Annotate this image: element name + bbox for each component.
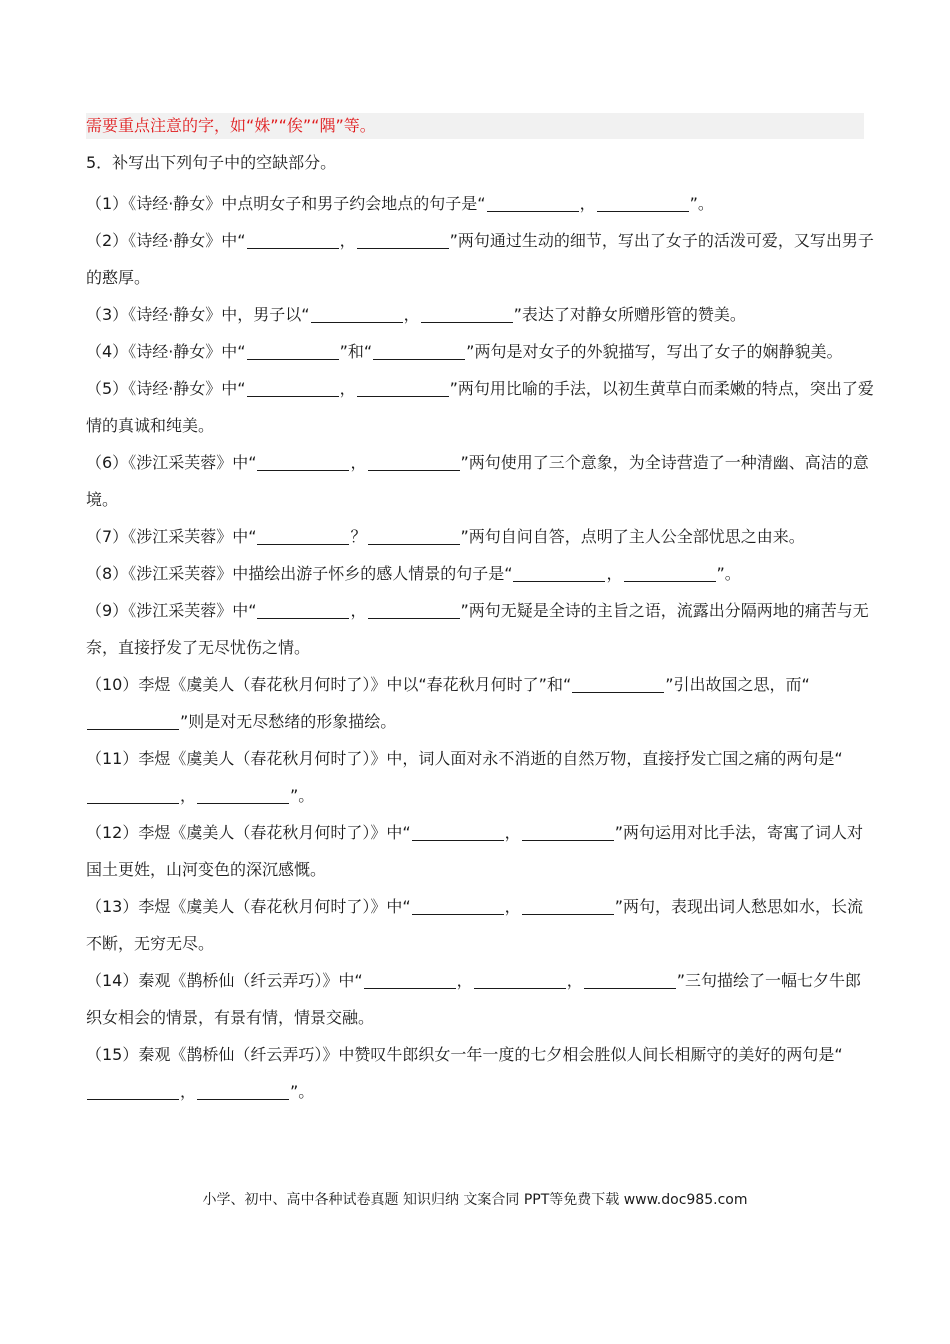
item-text: 《诗经·静女》中“ — [128, 379, 246, 398]
item-text: ， — [339, 231, 356, 250]
answer-blank[interactable] — [474, 970, 566, 989]
item-number: （10） — [86, 675, 139, 694]
answer-blank[interactable] — [247, 341, 339, 360]
answer-blank[interactable] — [257, 600, 349, 619]
item-text: 《涉江采芙蓉》中“ — [128, 601, 257, 620]
answer-blank[interactable] — [487, 193, 579, 212]
item-text: ”两句使用了三个意象，为全诗营造了一种清幽、高洁的意境。 — [86, 453, 869, 509]
item-text: ”和“ — [339, 342, 373, 361]
item-number: （3） — [86, 305, 129, 324]
answer-blank[interactable] — [368, 452, 460, 471]
answer-blank[interactable] — [522, 822, 614, 841]
answer-blank[interactable] — [364, 970, 456, 989]
answer-blank[interactable] — [513, 563, 605, 582]
item-text: ”。 — [290, 786, 315, 805]
question-item — [86, 518, 876, 555]
highlighted-note: 需要重点注意的字，如“姝”“俟”“隅”等。 — [86, 113, 864, 139]
item-text: ？ — [350, 527, 367, 546]
item-number: （14） — [86, 971, 139, 990]
question-items — [86, 185, 876, 1110]
item-number: （12） — [86, 823, 139, 842]
item-text: ”三句描绘了一幅七夕牛郎织女相会的情景，有景有情，情景交融。 — [86, 971, 861, 1027]
item-text: ”两句是对女子的外貌描写，写出了女子的娴静貌美。 — [466, 342, 843, 361]
item-text: ”两句用比喻的手法，以初生黄草白而柔嫩的特点，突出了爱情的真诚和纯美。 — [86, 379, 874, 435]
item-number: （13） — [86, 897, 139, 916]
question-item — [86, 740, 876, 814]
item-text: 《诗经·静女》中，男子以“ — [128, 305, 310, 324]
answer-blank[interactable] — [412, 896, 504, 915]
answer-blank[interactable] — [597, 193, 689, 212]
question-item — [86, 888, 876, 962]
question-item — [86, 370, 876, 444]
item-text: ， — [403, 305, 420, 324]
answer-blank[interactable] — [257, 526, 349, 545]
item-text: 李煜《虞美人（春花秋月何时了）》中，词人面对永不消逝的自然万物，直接抒发亡国之痛的两句是“ — [138, 749, 843, 768]
item-text: ”。 — [290, 1082, 315, 1101]
answer-blank[interactable] — [368, 526, 460, 545]
answer-blank[interactable] — [421, 304, 513, 323]
question-item — [86, 1036, 876, 1110]
answer-blank[interactable] — [357, 230, 449, 249]
answer-blank[interactable] — [412, 822, 504, 841]
item-text: 秦观《鹊桥仙（纤云弄巧）》中“ — [138, 971, 363, 990]
item-text: ”。 — [689, 194, 714, 213]
answer-blank[interactable] — [197, 785, 289, 804]
item-number: （1） — [86, 194, 129, 213]
item-text: ， — [350, 453, 367, 472]
answer-blank[interactable] — [87, 1081, 179, 1100]
item-text: ”两句通过生动的细节，写出了女子的活泼可爱，又写出男子的憨厚。 — [86, 231, 874, 287]
question-item — [86, 222, 876, 296]
answer-blank[interactable] — [522, 896, 614, 915]
item-text: 《涉江采芙蓉》中“ — [128, 453, 257, 472]
question-item — [86, 296, 876, 333]
item-text: ”引出故国之思，而“ — [665, 675, 810, 694]
answer-blank[interactable] — [311, 304, 403, 323]
answer-blank[interactable] — [584, 970, 676, 989]
item-text: ， — [456, 971, 473, 990]
item-number: （2） — [86, 231, 129, 250]
item-number: （5） — [86, 379, 129, 398]
answer-blank[interactable] — [87, 785, 179, 804]
item-text: ”两句，表现出词人愁思如水，长流不断，无穷无尽。 — [86, 897, 863, 953]
item-text: 秦观《鹊桥仙（纤云弄巧）》中赞叹牛郎织女一年一度的七夕相会胜似人间长相厮守的美好的两句是“ — [138, 1045, 843, 1064]
item-text: 《诗经·静女》中“ — [128, 231, 246, 250]
answer-blank[interactable] — [357, 378, 449, 397]
item-number: （6） — [86, 453, 129, 472]
item-text: ”两句运用对比手法，寄寓了词人对国土更姓，山河变色的深沉感慨。 — [86, 823, 863, 879]
item-text: ， — [180, 786, 197, 805]
item-number: （4） — [86, 342, 129, 361]
item-text: 李煜《虞美人（春花秋月何时了）》中“ — [138, 897, 411, 916]
question-item — [86, 666, 876, 740]
item-number: （7） — [86, 527, 129, 546]
item-text: ， — [566, 971, 583, 990]
answer-blank[interactable] — [247, 378, 339, 397]
item-text: ， — [504, 823, 521, 842]
question-item — [86, 444, 876, 518]
question-item — [86, 814, 876, 888]
question-item — [86, 592, 876, 666]
item-text: ”表达了对静女所赠彤管的赞美。 — [513, 305, 746, 324]
question-header: 5．补写出下列句子中的空缺部分。 — [86, 153, 337, 172]
item-text: 李煜《虞美人（春花秋月何时了）》中“ — [138, 823, 411, 842]
answer-blank[interactable] — [247, 230, 339, 249]
item-text: ， — [606, 564, 623, 583]
answer-blank[interactable] — [257, 452, 349, 471]
item-text: 李煜《虞美人（春花秋月何时了）》中以“春花秋月何时了”和“ — [138, 675, 572, 694]
question-item — [86, 555, 876, 592]
item-text: ， — [180, 1082, 197, 1101]
page-footer: 小学、初中、高中各种试卷真题 知识归纳 文案合同 PPT等免费下载 www.doc985.com — [202, 1192, 748, 1208]
item-number: （8） — [86, 564, 129, 583]
item-number: （11） — [86, 749, 139, 768]
item-text: ”两句自问自答，点明了主人公全部忧思之由来。 — [460, 527, 805, 546]
answer-blank[interactable] — [197, 1081, 289, 1100]
item-number: （15） — [86, 1045, 139, 1064]
answer-blank[interactable] — [368, 600, 460, 619]
question-item — [86, 962, 876, 1036]
item-text: 《诗经·静女》中点明女子和男子约会地点的句子是“ — [128, 194, 486, 213]
item-text: 《涉江采芙蓉》中描绘出游子怀乡的感人情景的句子是“ — [128, 564, 513, 583]
item-text: ， — [350, 601, 367, 620]
item-text: 《诗经·静女》中“ — [128, 342, 246, 361]
answer-blank[interactable] — [87, 711, 179, 730]
answer-blank[interactable] — [373, 341, 465, 360]
item-text: ， — [339, 379, 356, 398]
item-number: （9） — [86, 601, 129, 620]
item-text: ， — [504, 897, 521, 916]
answer-blank[interactable] — [624, 563, 716, 582]
item-text: 《涉江采芙蓉》中“ — [128, 527, 257, 546]
question-item — [86, 333, 876, 370]
item-text: ”两句无疑是全诗的主旨之语，流露出分隔两地的痛苦与无奈，直接抒发了无尽忧伤之情。 — [86, 601, 869, 657]
item-text: ”则是对无尽愁绪的形象描绘。 — [180, 712, 397, 731]
answer-blank[interactable] — [572, 674, 664, 693]
item-text: ， — [579, 194, 596, 213]
item-text: ”。 — [716, 564, 741, 583]
question-item — [86, 185, 876, 222]
